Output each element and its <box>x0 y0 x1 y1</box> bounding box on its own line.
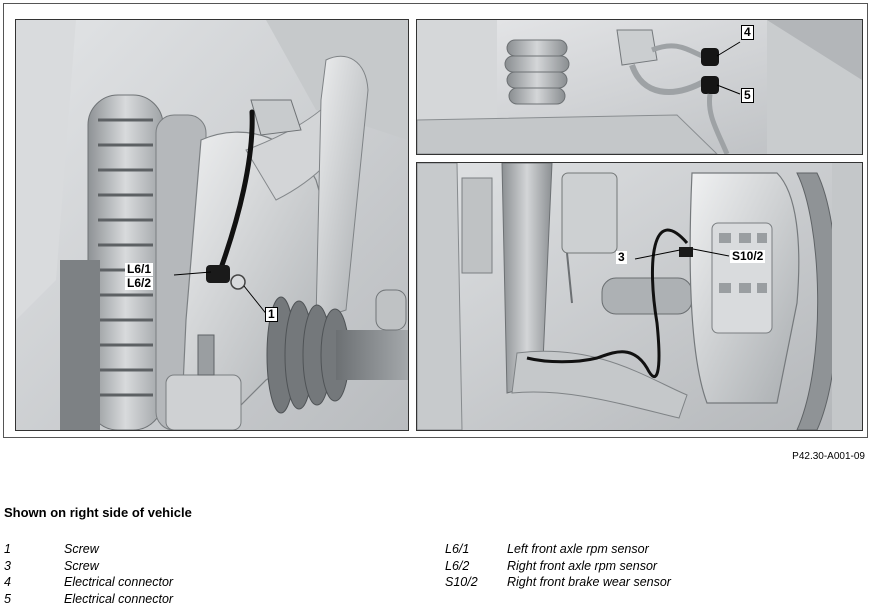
legend-row <box>4 574 304 591</box>
legend-row <box>4 558 304 575</box>
legend-key: 3 <box>4 558 11 573</box>
legend-row <box>4 541 304 558</box>
legend-key: 5 <box>4 591 11 606</box>
legend-description: Electrical connector <box>64 591 174 606</box>
panel-connector-view <box>416 19 863 155</box>
callout-l6-2: L6/2 <box>127 276 152 290</box>
callout-3: 3 <box>618 250 625 264</box>
legend-row <box>445 541 865 558</box>
legend-left <box>4 541 304 607</box>
legend-description: Right front brake wear sensor <box>507 575 671 589</box>
legend-key: 1 <box>4 542 11 556</box>
legend-description: Screw <box>64 558 99 573</box>
legend-key: L6/1 <box>445 542 470 556</box>
legend-key: 4 <box>4 575 11 589</box>
legend-right <box>445 541 865 591</box>
legend-description: Screw <box>64 542 99 556</box>
legend-row <box>4 591 304 608</box>
panel-rpm-sensor-view <box>15 19 409 431</box>
callout-1: 1 <box>265 307 278 322</box>
legend-description: Right front axle rpm sensor <box>507 558 658 573</box>
legend-description: Left front axle rpm sensor <box>507 542 649 556</box>
callout-s10-2: S10/2 <box>732 249 764 263</box>
figure-frame <box>3 3 868 438</box>
legend-row <box>445 558 865 575</box>
legend-key: L6/2 <box>445 558 470 573</box>
legend-row <box>445 574 865 591</box>
figure-reference-code: P42.30-A001-09 <box>792 451 865 462</box>
callout-4: 4 <box>741 25 754 40</box>
legend-description: Electrical connector <box>64 575 174 589</box>
callout-5: 5 <box>741 88 754 103</box>
legend-key: S10/2 <box>445 575 478 589</box>
figure-caption: Shown on right side of vehicle <box>4 505 192 520</box>
callout-l6-1: L6/1 <box>127 262 152 276</box>
panel-brake-wear-sensor-view <box>416 162 863 431</box>
